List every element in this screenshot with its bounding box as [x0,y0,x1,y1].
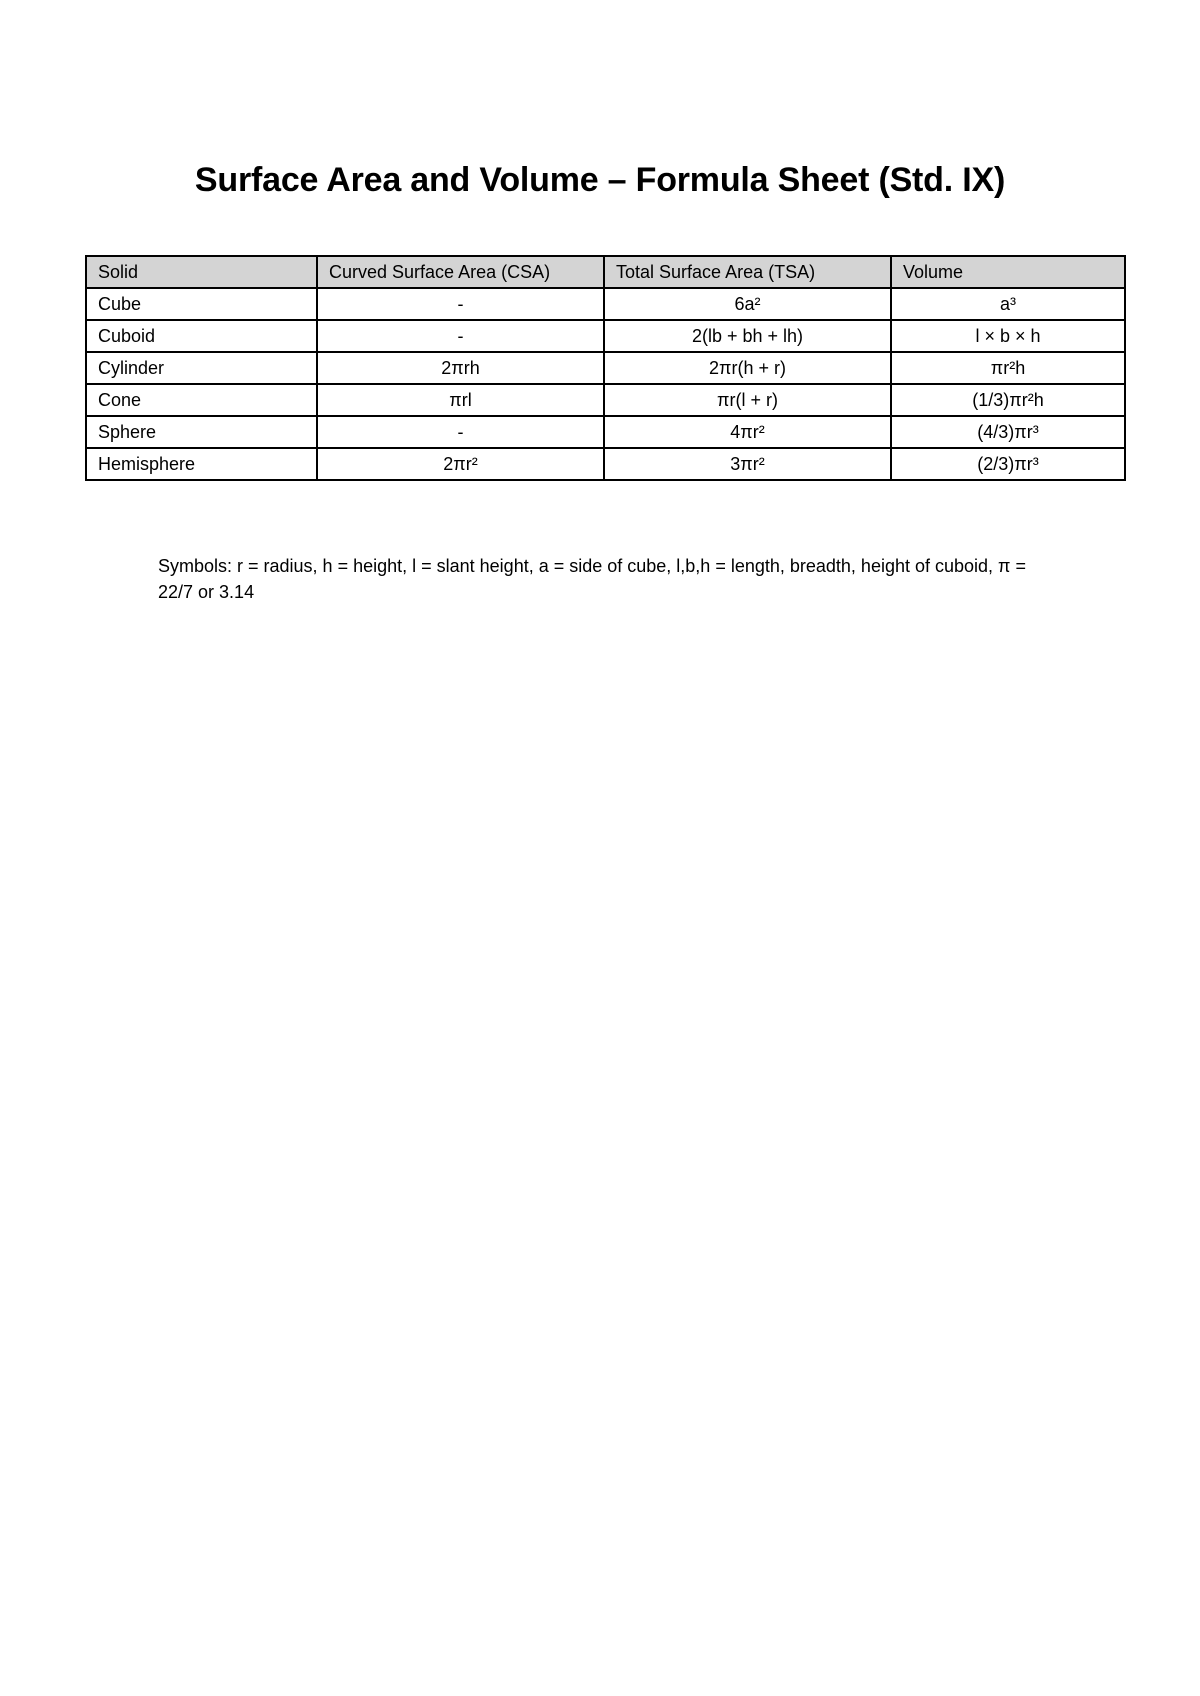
cell-volume: (2/3)πr³ [891,448,1125,480]
cell-csa: - [317,416,604,448]
formula-table [85,255,1126,481]
cell-csa: πrl [317,384,604,416]
table-row [86,384,1125,416]
cell-tsa: 2(lb + bh + lh) [604,320,891,352]
table-row [86,448,1125,480]
cell-tsa: 3πr² [604,448,891,480]
header-volume: Volume [891,256,1125,288]
table-row [86,288,1125,320]
cell-csa: - [317,288,604,320]
table-row [86,320,1125,352]
cell-tsa: 2πr(h + r) [604,352,891,384]
cell-tsa: πr(l + r) [604,384,891,416]
cell-volume: a³ [891,288,1125,320]
header-csa: Curved Surface Area (CSA) [317,256,604,288]
cell-volume: (4/3)πr³ [891,416,1125,448]
cell-csa: 2πrh [317,352,604,384]
cell-solid-name: Cube [86,288,317,320]
header-solid: Solid [86,256,317,288]
table-row [86,352,1125,384]
cell-solid-name: Sphere [86,416,317,448]
header-tsa: Total Surface Area (TSA) [604,256,891,288]
cell-solid-name: Cone [86,384,317,416]
cell-csa: 2πr² [317,448,604,480]
cell-solid-name: Hemisphere [86,448,317,480]
cell-csa: - [317,320,604,352]
cell-tsa: 4πr² [604,416,891,448]
table-header-row [86,256,1125,288]
page-title: Surface Area and Volume – Formula Sheet (Std. IX) [194,161,1006,199]
table-row [86,416,1125,448]
symbols-note: Symbols: r = radius, h = height, l = slant height, a = side of cube, l,b,h = length, breadth, height of cuboid, π = 22/7 or 3.14 [158,556,1026,602]
cell-solid-name: Cuboid [86,320,317,352]
cell-volume: l × b × h [891,320,1125,352]
cell-volume: πr²h [891,352,1125,384]
cell-solid-name: Cylinder [86,352,317,384]
cell-tsa: 6a² [604,288,891,320]
cell-volume: (1/3)πr²h [891,384,1125,416]
